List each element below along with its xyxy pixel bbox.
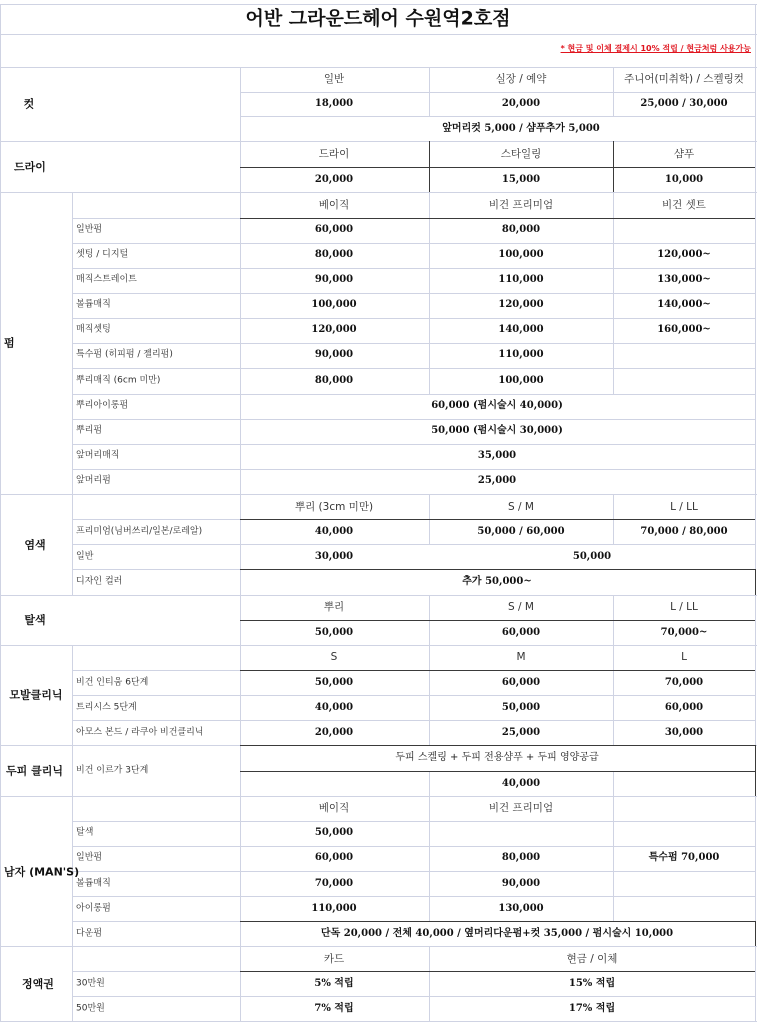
category-dry: 드라이 bbox=[14, 160, 46, 174]
column-header: S bbox=[330, 650, 338, 663]
grid-line bbox=[240, 771, 755, 772]
category-perm: 펌 bbox=[4, 336, 15, 350]
column-header: 샴푸 bbox=[673, 147, 695, 160]
column-header: 카드 bbox=[323, 952, 345, 965]
column-header: L bbox=[681, 650, 687, 663]
row-label: 50만원 bbox=[76, 1003, 105, 1014]
grid-line bbox=[0, 595, 757, 596]
row-label: 일반펌 bbox=[76, 224, 103, 235]
price-cell: 80,000 bbox=[314, 375, 354, 386]
grid-line bbox=[429, 192, 430, 394]
grid-line bbox=[429, 67, 430, 116]
price-cell: 단독 20,000 / 전체 40,000 / 옆머리다운펌+컷 35,000 / 펌시술시 10,000 bbox=[320, 928, 674, 939]
grid-line bbox=[240, 620, 755, 621]
grid-line bbox=[240, 116, 755, 117]
price-cell: 18,000 bbox=[314, 98, 354, 109]
grid-line bbox=[72, 896, 755, 897]
row-label: 30만원 bbox=[76, 978, 105, 989]
grid-line bbox=[240, 745, 755, 746]
column-header: S / M bbox=[508, 600, 534, 613]
grid-line bbox=[0, 4, 757, 5]
grid-line bbox=[613, 192, 614, 394]
grid-line bbox=[0, 494, 757, 495]
grid-line bbox=[0, 34, 757, 35]
price-cell: 60,000 bbox=[501, 627, 541, 638]
grid-line bbox=[0, 192, 757, 193]
grid-line bbox=[429, 141, 430, 192]
price-cell: 17% 적립 bbox=[568, 1003, 616, 1014]
grid-line bbox=[72, 544, 755, 545]
price-cell: 25,000 bbox=[501, 727, 541, 738]
price-cell: 80,000 bbox=[501, 224, 541, 235]
grid-line bbox=[429, 946, 430, 1021]
row-label: 다운펌 bbox=[76, 928, 103, 939]
grid-line bbox=[0, 1021, 757, 1022]
price-cell: 앞머리컷 5,000 / 샴푸추가 5,000 bbox=[442, 123, 600, 134]
row-label: 아모스 본드 / 라쿠아 비건클리닉 bbox=[76, 727, 204, 738]
grid-line bbox=[0, 946, 757, 947]
row-label: 뿌리아이롱펌 bbox=[76, 400, 129, 411]
price-cell: 60,000 (펌시술시 40,000) bbox=[431, 400, 563, 411]
grid-line bbox=[240, 569, 755, 570]
row-label: 일반 bbox=[76, 551, 94, 562]
grid-line bbox=[72, 996, 755, 997]
price-cell: 20,000 bbox=[314, 174, 354, 185]
grid-line bbox=[72, 343, 755, 344]
price-cell: 130,000~ bbox=[657, 274, 711, 285]
price-cell: 50,000 bbox=[314, 677, 354, 688]
grid-line bbox=[72, 419, 755, 420]
price-cell: 120,000~ bbox=[657, 249, 711, 260]
special-perm-price: 특수펌 70,000 bbox=[648, 852, 720, 863]
price-cell: 15% 적립 bbox=[568, 978, 616, 989]
column-header: 비건 셋트 bbox=[662, 198, 706, 211]
grid-line bbox=[755, 921, 756, 946]
row-label: 비건 이르가 3단계 bbox=[76, 765, 149, 776]
column-header: 드라이 bbox=[318, 147, 350, 160]
category-membership: 정액권 bbox=[22, 977, 54, 991]
price-cell: 10,000 bbox=[664, 174, 704, 185]
column-header: 베이직 bbox=[318, 198, 350, 211]
row-label: 디자인 컬러 bbox=[76, 576, 123, 587]
row-label: 앞머리매직 bbox=[76, 450, 120, 461]
price-cell: 120,000 bbox=[311, 324, 357, 335]
grid-line bbox=[72, 318, 755, 319]
grid-line bbox=[613, 645, 614, 745]
row-label: 앞머리펌 bbox=[76, 475, 111, 486]
grid-line bbox=[0, 141, 757, 142]
grid-line bbox=[613, 67, 614, 116]
row-label: 탈색 bbox=[76, 827, 94, 838]
price-cell: 5% 적립 bbox=[314, 978, 354, 989]
price-cell: 25,000 bbox=[477, 475, 517, 486]
row-label: 뿌리매직 (6cm 미만) bbox=[76, 375, 161, 386]
column-header: 현금 / 이체 bbox=[566, 952, 618, 965]
grid-line bbox=[72, 720, 755, 721]
column-header: 뿌리 (3cm 미만) bbox=[294, 500, 374, 513]
price-cell: 40,000 bbox=[314, 526, 354, 537]
grid-line bbox=[72, 695, 755, 696]
price-cell: 140,000 bbox=[498, 324, 544, 335]
price-cell: 100,000 bbox=[498, 375, 544, 386]
price-cell: 160,000~ bbox=[657, 324, 711, 335]
column-header: 주니어(미취학) / 스켈링컷 bbox=[624, 72, 744, 85]
grid-line bbox=[429, 796, 430, 921]
grid-line bbox=[72, 821, 755, 822]
price-cell: 30,000 bbox=[314, 551, 354, 562]
price-cell: 50,000 bbox=[314, 827, 354, 838]
price-cell: 60,000 bbox=[314, 852, 354, 863]
column-header: M bbox=[516, 650, 526, 663]
price-cell: 20,000 bbox=[501, 98, 541, 109]
grid-line bbox=[755, 569, 756, 595]
price-cell: 90,000 bbox=[314, 274, 354, 285]
price-cell: 40,000 bbox=[501, 778, 541, 789]
column-header: 뿌리 bbox=[323, 600, 345, 613]
row-label: 뿌리펌 bbox=[76, 425, 103, 436]
column-header: 실장 / 예약 bbox=[495, 72, 547, 85]
price-cell: 80,000 bbox=[501, 852, 541, 863]
price-cell: 140,000~ bbox=[657, 299, 711, 310]
column-header: 스타일링 bbox=[500, 147, 542, 160]
row-label: 비건 인티움 6단계 bbox=[76, 677, 149, 688]
price-cell: 70,000 / 80,000 bbox=[640, 526, 728, 537]
price-cell: 50,000 (펌시술시 30,000) bbox=[431, 425, 563, 436]
service-description: 두피 스켈링 + 두피 전용샴푸 + 두피 영양공급 bbox=[395, 752, 599, 763]
column-header: 일반 bbox=[323, 72, 345, 85]
price-cell: 100,000 bbox=[498, 249, 544, 260]
grid-line bbox=[72, 243, 755, 244]
grid-line bbox=[0, 796, 757, 797]
price-cell: 110,000 bbox=[311, 903, 357, 914]
grid-line bbox=[72, 871, 755, 872]
row-label: 프리미엄(님버쓰리/일본/로레알) bbox=[76, 526, 203, 537]
column-header: 비건 프리미엄 bbox=[488, 198, 554, 211]
payment-notice: * 현금 및 이체 결제시 10% 적립 / 현금처럼 사용가능 bbox=[560, 44, 751, 53]
price-cell: 60,000 bbox=[501, 677, 541, 688]
price-cell: 35,000 bbox=[477, 450, 517, 461]
category-dye: 염색 bbox=[24, 538, 46, 552]
row-label: 트리시스 5단계 bbox=[76, 702, 137, 713]
category-scalp-clinic: 두피 클리닉 bbox=[6, 764, 63, 778]
price-cell: 50,000 bbox=[501, 702, 541, 713]
price-cell: 60,000 bbox=[664, 702, 704, 713]
grid-line bbox=[0, 67, 757, 68]
column-header: S / M bbox=[508, 500, 534, 513]
price-cell: 30,000 bbox=[664, 727, 704, 738]
price-cell: 20,000 bbox=[314, 727, 354, 738]
price-cell: 120,000 bbox=[498, 299, 544, 310]
grid-line bbox=[0, 4, 1, 1021]
price-cell: 90,000 bbox=[501, 878, 541, 889]
grid-line bbox=[240, 167, 755, 168]
category-cut: 컷 bbox=[23, 97, 35, 111]
grid-line bbox=[613, 796, 614, 921]
category-bleach: 탈색 bbox=[24, 613, 46, 627]
row-label: 일반펌 bbox=[76, 852, 103, 863]
grid-line bbox=[429, 771, 430, 796]
grid-line bbox=[240, 92, 755, 93]
price-cell: 50,000 bbox=[572, 551, 612, 562]
row-label: 셋팅 / 디지털 bbox=[76, 249, 129, 260]
grid-line bbox=[240, 921, 755, 922]
grid-line bbox=[72, 368, 755, 369]
category-hair-clinic: 모발클리닉 bbox=[9, 688, 63, 702]
grid-line bbox=[72, 645, 73, 1021]
price-cell: 7% 적립 bbox=[314, 1003, 354, 1014]
row-label: 볼륨매직 bbox=[76, 878, 111, 889]
price-cell: 70,000~ bbox=[660, 627, 708, 638]
grid-line bbox=[613, 141, 614, 192]
grid-line bbox=[755, 745, 756, 796]
column-header: L / LL bbox=[670, 500, 698, 513]
price-cell: 15,000 bbox=[501, 174, 541, 185]
grid-line bbox=[0, 645, 757, 646]
grid-line bbox=[755, 4, 756, 1021]
grid-line bbox=[613, 771, 614, 796]
grid-line bbox=[240, 670, 755, 671]
grid-line bbox=[72, 293, 755, 294]
grid-line bbox=[240, 519, 755, 520]
price-cell: 40,000 bbox=[314, 702, 354, 713]
price-cell: 80,000 bbox=[314, 249, 354, 260]
price-cell: 추가 50,000~ bbox=[462, 576, 532, 587]
grid-line bbox=[240, 67, 241, 1021]
grid-line bbox=[72, 192, 73, 595]
price-cell: 60,000 bbox=[314, 224, 354, 235]
grid-line bbox=[72, 394, 755, 395]
price-cell: 110,000 bbox=[498, 274, 544, 285]
price-cell: 70,000 bbox=[664, 677, 704, 688]
grid-line bbox=[72, 268, 755, 269]
grid-line bbox=[240, 971, 755, 972]
price-cell: 130,000 bbox=[498, 903, 544, 914]
row-label: 매직스트레이트 bbox=[76, 274, 137, 285]
row-label: 특수펌 (히피펌 / 젤리펌) bbox=[76, 349, 173, 360]
row-label: 매직셋팅 bbox=[76, 324, 111, 335]
category-mens: 남자 (MAN'S) bbox=[4, 865, 80, 879]
grid-line bbox=[429, 645, 430, 745]
price-cell: 100,000 bbox=[311, 299, 357, 310]
price-cell: 25,000 / 30,000 bbox=[640, 98, 728, 109]
price-cell: 110,000 bbox=[498, 349, 544, 360]
grid-line bbox=[72, 444, 755, 445]
grid-line bbox=[72, 469, 755, 470]
row-label: 아이롱펌 bbox=[76, 903, 111, 914]
column-header: 베이직 bbox=[318, 801, 350, 814]
column-header: 비건 프리미엄 bbox=[488, 801, 554, 814]
price-cell: 90,000 bbox=[314, 349, 354, 360]
column-header: L / LL bbox=[670, 600, 698, 613]
price-cell: 50,000 bbox=[314, 627, 354, 638]
price-cell: 70,000 bbox=[314, 878, 354, 889]
row-label: 볼륨매직 bbox=[76, 299, 111, 310]
price-cell: 50,000 / 60,000 bbox=[477, 526, 565, 537]
page-title: 어반 그라운드헤어 수원역2호점 bbox=[245, 7, 511, 30]
grid-line bbox=[72, 846, 755, 847]
grid-line bbox=[240, 218, 755, 219]
